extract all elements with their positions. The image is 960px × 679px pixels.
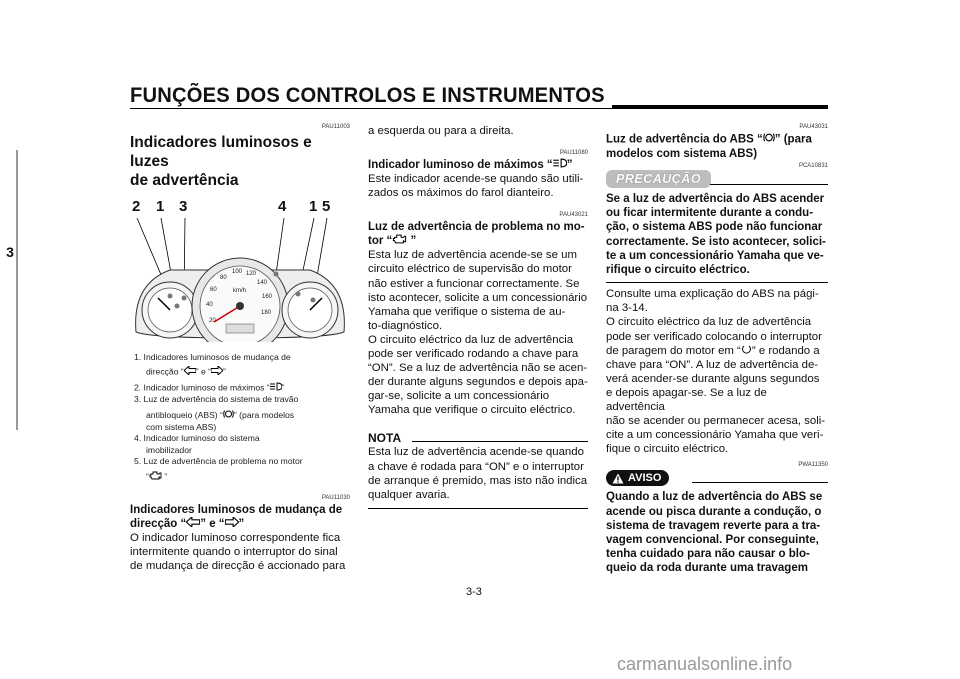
precaucao-text: Se a luz de advertência do ABS acender ou ficar intermitente durante a condu- ção, o sistema ABS pode não funcionar correctamente. Se isto acontecer, solici- te a um concessionário Yamaha que ve- rifique o circuito eléctrico. xyxy=(606,193,826,277)
section-code: PCA10831 xyxy=(798,163,828,169)
callout-3: 3 xyxy=(179,198,188,215)
column-2 xyxy=(368,124,588,509)
column-3 xyxy=(606,124,828,576)
callout-2: 2 xyxy=(132,198,141,215)
speed-label-80: 80 xyxy=(220,275,227,281)
engine-warning-heading: Luz de advertência de problema no mo- tor “ ” xyxy=(368,221,585,248)
section-code: PWA11350 xyxy=(798,462,828,469)
speed-label-120: 120 xyxy=(246,271,257,277)
legend-item-1: 1. Indicadores luminosos de mudança de xyxy=(134,352,291,362)
callout-1b: 1 xyxy=(309,198,318,215)
section-code: PAU11080 xyxy=(559,150,588,157)
turn-right-icon xyxy=(225,517,239,531)
speed-label-100: 100 xyxy=(232,269,243,275)
callout-5: 5 xyxy=(322,198,331,215)
nota-text: Esta luz de advertência acende-se quando a chave é rodada para “ON” e o interruptor de arranque é premido, mas isto não indica qualquer avaria. xyxy=(368,446,588,501)
turn-right-icon xyxy=(211,366,223,378)
precaucao-end-rule xyxy=(606,282,828,283)
speed-label-20: 20 xyxy=(209,318,216,324)
turn-signal-heading: Indicadores luminosos de mudança de direcção “ ” e “ ” xyxy=(130,504,343,531)
speed-label-180: 180 xyxy=(261,310,272,316)
nota-rule xyxy=(412,441,588,442)
high-beam-icon xyxy=(553,158,567,172)
aviso-header xyxy=(606,470,828,490)
speed-unit-label: km/h xyxy=(233,288,247,294)
abs-heading: Luz de advertência do ABS “ ” (para modelos com sistema ABS) xyxy=(606,133,812,160)
chapter-side-bar xyxy=(16,150,18,430)
turn-left-icon xyxy=(184,366,196,378)
column-1 xyxy=(130,124,350,573)
precaucao-badge: PRECAUÇÃO xyxy=(606,170,711,188)
legend-item-4: 4. Indicador luminoso do sistema xyxy=(134,433,260,444)
engine-icon xyxy=(149,471,162,483)
section-title: Indicadores luminosos e luzes de advertência xyxy=(130,134,312,189)
precaucao-header xyxy=(606,170,828,192)
figure-legend: 1. Indicadores luminosos de mudança de direcção “ ” e “ ” 2. Indicador luminoso de máximos “ ” 3. Luz de advertência do sistema de travão antibloqueio (ABS) “ ” (para modelos com sistema ABS) 4. Indicador luminoso do sistema imobilizador 5. Luz de advertência de problema no motor “ ” xyxy=(130,352,350,483)
precaucao-rule xyxy=(710,184,828,185)
nota-header xyxy=(368,429,588,445)
watermark: carmanualsonline.info xyxy=(617,654,793,674)
run-switch-icon xyxy=(741,344,752,358)
legend-item-3: 3. Luz de advertência do sistema de travão xyxy=(134,394,299,405)
section-code: PAU11030 xyxy=(321,495,350,502)
header-rule-thick xyxy=(612,105,828,108)
high-beam-icon xyxy=(270,382,282,394)
engine-icon xyxy=(392,234,407,248)
aviso-text: Quando a luz de advertência do ABS se acende ou pisca durante a condução, o sistema de travagem reverte para a tra- vagem convencional. Por conseguinte, tenha cuidado para não causar o blo- queio da roda durante uma travagem xyxy=(606,491,823,575)
aviso-rule xyxy=(692,482,828,483)
continued-text: a esquerda ou para a direita. xyxy=(368,125,514,137)
nota-end-rule xyxy=(368,508,588,509)
high-beam-heading: Indicador luminoso de máximos “ ” xyxy=(368,159,573,172)
abs-text: Consulte uma explicação do ABS na pági- na 3-14. O circuito eléctrico da luz de advertência pode ser verificado colocando o interruptor de paragem do motor em “ ” e rodando a chave para “ON”. A luz de advertência de- verá acender-se durante alguns segundos e depois apagar-se. Se a luz de advertência não se acender ou permanecer acesa, soli- cite a um concessionário Yamaha que veri- fique o circuito eléctrico. xyxy=(606,288,826,456)
high-beam-text: Este indicador acende-se quando são utili- zados os máximos do farol dianteiro. xyxy=(368,173,584,200)
section-code: PAU43021 xyxy=(559,212,588,219)
turn-signal-text: O indicador luminoso correspondente fica intermitente quando o interruptor do sinal de mudança de direcção é accionado para xyxy=(130,532,346,573)
engine-warning-text: Esta luz de advertência acende-se se um circuito eléctrico de supervisão do motor não estiver a funcionar correctamente. Se isto acontecer, solicite a um concessionário Yamaha que verifique o sistema de au- to-diagnóstico. O circuito eléctrico da luz de advertência pode ser verificado rodando a chave para “ON”. Se a luz de advertência não se acen- der durante alguns segundos e depois apa- gar-se, solicite a um concessionário Yamaha que verifique o circuito eléctrico. xyxy=(368,249,588,417)
callout-1a: 1 xyxy=(156,198,165,215)
nota-label: NOTA xyxy=(368,431,402,446)
abs-icon xyxy=(763,132,775,147)
turn-left-icon xyxy=(186,517,200,531)
instrument-cluster-figure xyxy=(130,198,350,344)
section-code: PAU11003 xyxy=(321,124,350,130)
section-code: PAU43031 xyxy=(799,124,828,130)
legend-item-2: 2. Indicador luminoso de máximos “ ” xyxy=(134,382,285,393)
aviso-badge: AVISO xyxy=(606,470,669,486)
abs-icon xyxy=(223,409,234,422)
header-rule xyxy=(130,108,828,109)
page-number: 3-3 xyxy=(466,586,482,598)
page-header-title: FUNÇÕES DOS CONTROLOS E INSTRUMENTOS xyxy=(130,84,605,107)
warning-triangle-icon xyxy=(612,473,624,484)
speed-label-160: 160 xyxy=(262,294,273,300)
instrument-cluster-drawing xyxy=(130,214,350,342)
chapter-tab: 3 xyxy=(6,244,14,260)
callout-4: 4 xyxy=(278,198,287,215)
legend-item-5: 5. Luz de advertência de problema no motor xyxy=(134,456,303,467)
speed-label-40: 40 xyxy=(206,302,213,308)
speed-label-60: 60 xyxy=(210,287,217,293)
speed-label-140: 140 xyxy=(257,280,268,286)
